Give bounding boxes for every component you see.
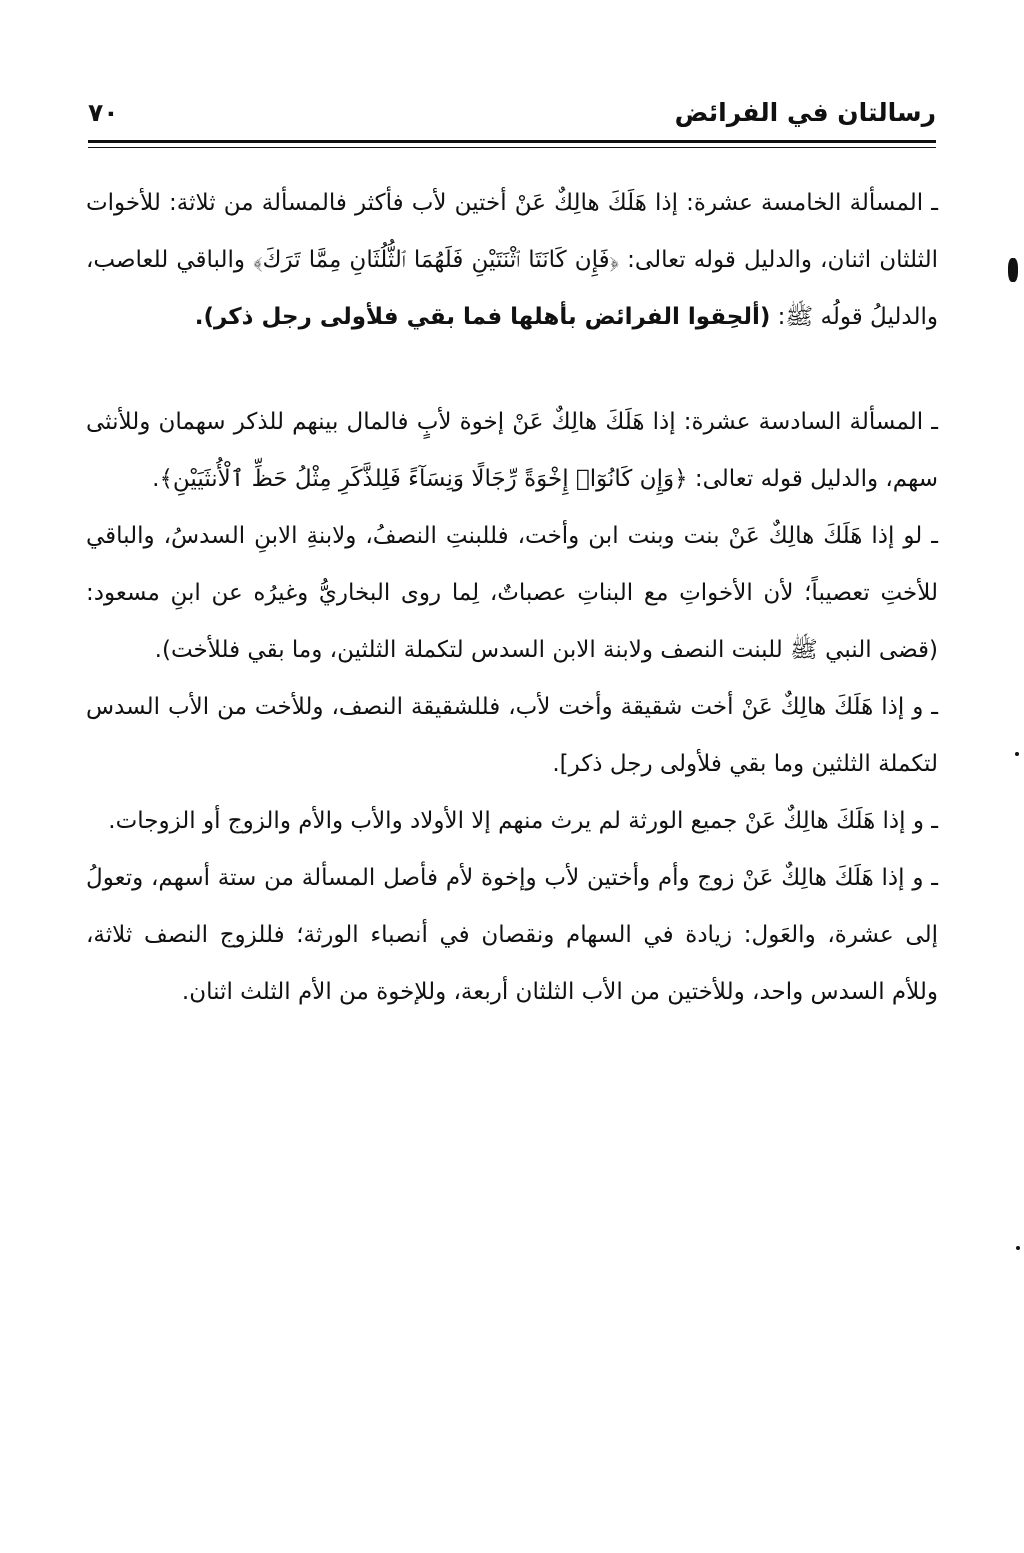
paragraph-text: ـ المسألة الخامسة عشرة: إذا هَلَكَ هالِكٌ عَنْ أختين لأب فأكثر فالمسألة من ثلاثة: للأخوات الثلثان اثنان، والدليل قوله تعالى: (86, 190, 938, 273)
paragraph-full-sister-case (86, 679, 938, 793)
quran-quote: ﴿وَإِن كَانُوٓا۟ إِخْوَةً رِّجَالًا وَنِسَآءً فَلِلذَّكَرِ مِثْلُ حَظِّ ٱلْأُنثَيَيْنِ﴾. (152, 466, 688, 492)
paragraph-issue-15 (86, 175, 938, 346)
book-title: رسالتان في الفرائض (674, 98, 936, 127)
paragraph-text: ـ لو إذا هَلَكَ هالِكٌ عَنْ بنت وبنت ابن وأخت، فللبنتِ النصفُ، ولابنةِ الابنِ السدسُ، والباقي للأختِ تعصيباً؛ لأن الأخواتِ مع البناتِ عصباتٌ، لِما روى البخاريُّ وغيرُه عن ابنِ مسعود: (قضى النبي ﷺ للبنت النصف ولابنة الابن السدس لتكملة الثلثين، وما بقي فللأخت). (86, 523, 938, 663)
header-rule-thick (88, 140, 936, 143)
paragraph-text: ـ و إذا هَلَكَ هالِكٌ عَنْ أخت شقيقة وأخت لأب، فللشقيقة النصف، وللأخت من الأب السدس لتكملة الثلثين وما بقي فلأولى رجل ذكر]. (86, 694, 938, 777)
quran-quote: ﴿فَإِن كَانَتَا ٱثْنَتَيْنِ فَلَهُمَا ٱلثُّلُثَانِ مِمَّا تَرَكَ﴾ (253, 247, 620, 273)
page-number: ٧٠ (88, 98, 119, 127)
paragraph-text: والباقي للعاصب، والدليلُ قولُه ﷺ: (86, 247, 938, 330)
paragraph-text: ـ و إذا هَلَكَ هالِكٌ عَنْ زوج وأم وأختين لأب وإخوة لأم فأصل المسألة من ستة أسهم، وتعولُ إلى عشرة، والعَول: زيادة في السهام ونقصان في أنصباء الورثة؛ فللزوج النصف ثلاثة، وللأم السدس واحد، وللأختين من الأب الثلثان أربعة، وللإخوة من الأم الثلث اثنان. (86, 865, 938, 1005)
paragraph-issue-16 (86, 394, 938, 508)
running-header (88, 92, 936, 140)
paragraph-daughter-case (86, 508, 938, 679)
scan-speck (1016, 1246, 1020, 1250)
scan-speck (1015, 752, 1019, 756)
scan-speck (1008, 258, 1018, 282)
paragraph-all-heirs-case (86, 793, 938, 850)
hadith-quote: (ألحِقوا الفرائض بأهلها فما بقي فلأولى رجل ذكر). (194, 304, 771, 330)
paragraph-text: ـ المسألة السادسة عشرة: إذا هَلَكَ هالِكٌ عَنْ إخوة لأبٍ فالمال بينهم للذكر سهمان وللأنثى سهم، والدليل قوله تعالى: (86, 409, 938, 492)
header-rule-thin (88, 147, 936, 148)
paragraph-gap (86, 346, 938, 394)
paragraph-text: ـ و إذا هَلَكَ هالِكٌ عَنْ جميع الورثة لم يرث منهم إلا الأولاد والأب والأم والزوج أو الزوجات. (108, 808, 938, 834)
page-body (86, 175, 938, 1021)
paragraph-awl-case (86, 850, 938, 1021)
